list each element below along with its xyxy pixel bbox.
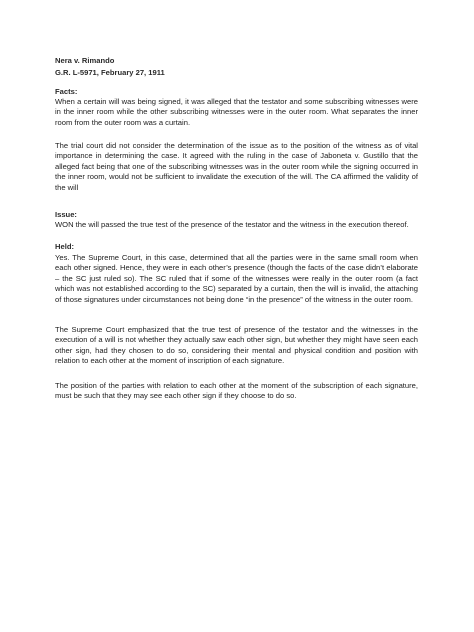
held-paragraph-3: The position of the parties with relation to each other at the moment of the subscription of each signature, must be such that they may see each other sign if they choose to do so.: [55, 381, 418, 401]
case-number: G.R. L-5971, February 27, 1911: [55, 68, 165, 77]
issue-text: WON the will passed the true test of the presence of the testator and the witness in the execution thereof.: [55, 220, 409, 229]
held-heading: Held:: [55, 242, 74, 251]
held-paragraph-1: Yes. The Supreme Court, in this case, determined that all the parties were in the same small room when each other signed. Hence, they were in each other’s presence (though the facts of the case didn’t elaborate – the SC just ruled so). The SC ruled that if some of the witnesses were really in the outer room (a fact which was not established according to the SC) separated by a curtain, then the will is invalid, the attaching of those signatures under circumstances not being done “in the presence” of the witness in the outer room.: [55, 253, 418, 304]
facts-paragraph-2: The trial court did not consider the determination of the issue as to the position of the witness as of vital importance in determining the case. It agreed with the ruling in the case of Jaboneta v. Gustillo that the alleged fact being that one of the subscribing witnesses was in the outer room while the signing occurred in the inner room, would not be sufficient to invalidate the execution of the will. The CA affirmed the validity of the will: [55, 141, 418, 192]
held-paragraph-2: The Supreme Court emphasized that the true test of presence of the testator and the witnesses in the execution of a will is not whether they actually saw each other sign, but whether they might have seen each other sign, had they chosen to do so, considering their mental and physical condition and position with relation to each other at the moment of inscription of each signature.: [55, 325, 418, 366]
case-title: Nera v. Rimando: [55, 56, 115, 65]
issue-heading: Issue:: [55, 210, 77, 219]
facts-paragraph-1: When a certain will was being signed, it was alleged that the testator and some subscribing witnesses were in the inner room while the other subscribing witnesses were in the outer room. What separates the inner room from the outer room was a curtain.: [55, 97, 418, 127]
facts-heading: Facts:: [55, 87, 78, 96]
